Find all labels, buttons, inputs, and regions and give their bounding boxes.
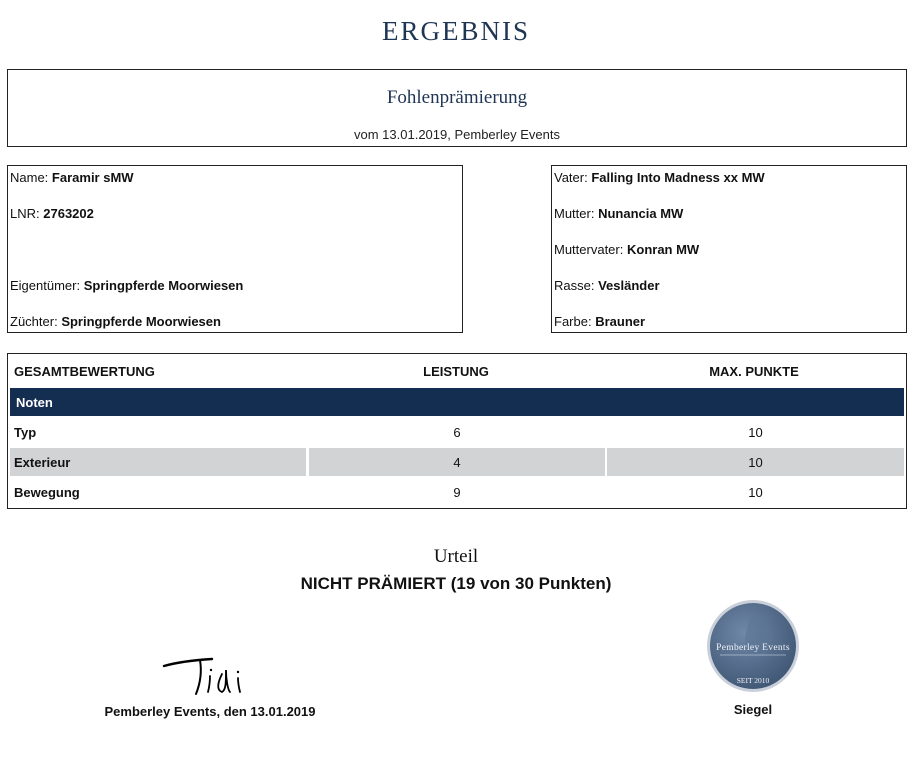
dam-sire-value: Konran MW: [626, 242, 700, 257]
row-score: 6: [453, 424, 461, 440]
row-max: 10: [607, 448, 904, 476]
table-row: [10, 448, 904, 476]
score-table-header: [8, 354, 906, 388]
breeder-value: Springpferde Moorwiesen: [61, 314, 221, 329]
horse-info-box: [7, 165, 463, 333]
signature-caption: Pemberley Events, den 13.01.2019: [104, 704, 316, 719]
verdict-value: NICHT PRÄMIERT (19 von 30 Punkten): [300, 574, 612, 593]
svg-text:Pemberley Events: Pemberley Events: [716, 643, 790, 653]
section-bar-noten: [10, 388, 904, 416]
dam-sire-label: Muttervater:: [554, 242, 624, 257]
dam-field: [554, 206, 683, 221]
breed-value: Vesländer: [598, 278, 660, 293]
row-category: Bewegung: [14, 484, 80, 500]
event-box: [7, 69, 907, 147]
breed-label: Rasse:: [554, 278, 595, 293]
dam-value: Nunancia MW: [598, 206, 684, 221]
seal-image: [706, 599, 800, 693]
sire-value: Falling Into Madness xx MW: [591, 170, 765, 185]
row-max: 10: [748, 484, 763, 500]
lnr-label: LNR:: [10, 206, 40, 221]
row-max: 10: [748, 424, 763, 440]
svg-text:SEIT 2010: SEIT 2010: [736, 676, 770, 685]
color-field: [554, 314, 645, 329]
owner-label: Eigentümer:: [10, 278, 81, 293]
row-category: Exterieur: [10, 448, 306, 476]
section-label: Noten: [16, 394, 53, 410]
header-overall: GESAMTBEWERTUNG: [14, 363, 155, 379]
row-score: 4: [309, 448, 605, 476]
event-name: Fohlenprämierung: [386, 87, 528, 108]
seal-caption: Siegel: [733, 702, 773, 717]
dam-sire-field: [554, 242, 699, 257]
header-performance: LEISTUNG: [423, 363, 489, 379]
event-date-line: vom 13.01.2019, Pemberley Events: [354, 127, 560, 142]
pedigree-info-box: [551, 165, 907, 333]
name-value: Faramir sMW: [51, 170, 134, 185]
sire-label: Vater:: [554, 170, 588, 185]
verdict-label: Urteil: [433, 546, 479, 567]
table-row: [10, 478, 904, 506]
breeder-field: [10, 314, 221, 329]
name-label: Name:: [10, 170, 49, 185]
sire-field: [554, 170, 765, 185]
owner-value: Springpferde Moorwiesen: [83, 278, 244, 293]
lnr-value: 2763202: [43, 206, 94, 221]
header-max-points: MAX. PUNKTE: [709, 363, 799, 379]
breeder-label: Züchter:: [10, 314, 58, 329]
dam-label: Mutter:: [554, 206, 595, 221]
table-row: [10, 418, 904, 446]
signature-image: [160, 650, 260, 700]
name-field: [10, 170, 134, 185]
score-table: [7, 353, 907, 509]
row-score: 9: [453, 484, 461, 500]
color-value: Brauner: [595, 314, 646, 329]
owner-field: [10, 278, 243, 293]
color-label: Farbe:: [554, 314, 592, 329]
row-category: Typ: [14, 424, 37, 440]
page-title: ERGEBNIS: [381, 16, 530, 46]
lnr-field: [10, 206, 94, 221]
breed-field: [554, 278, 660, 293]
